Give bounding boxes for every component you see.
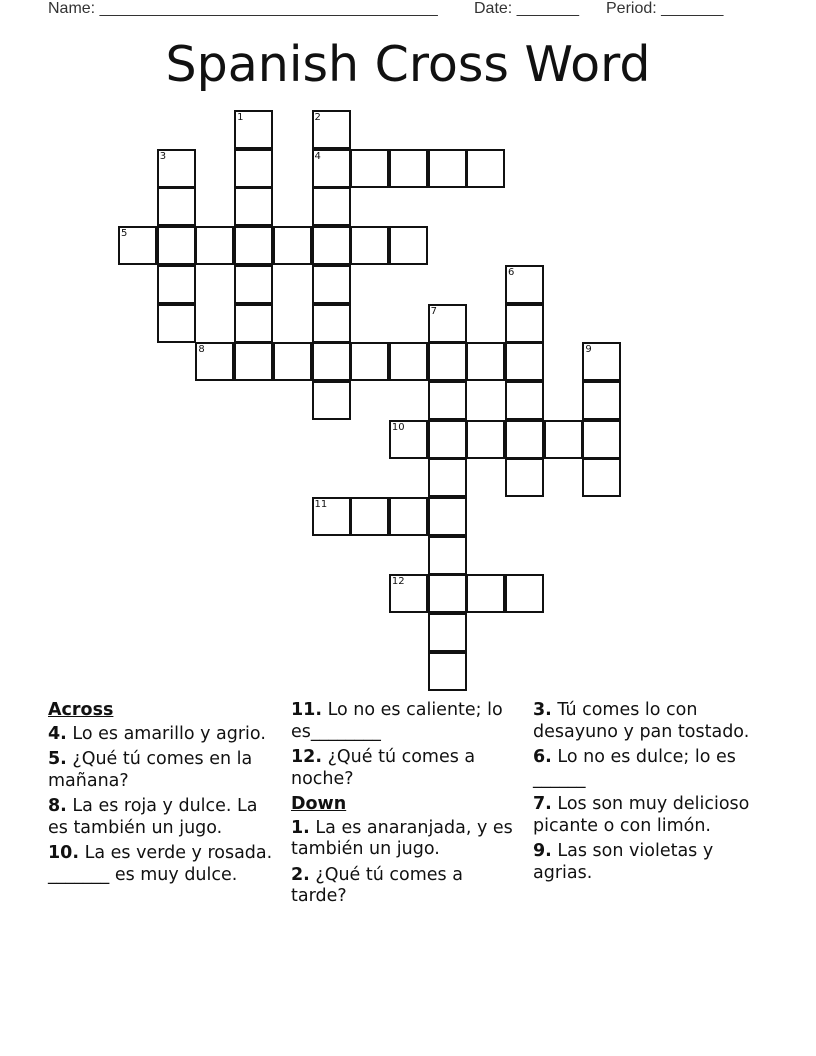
grid-cell[interactable] [312,149,351,188]
clue-across-11: 11. Lo no es caliente; lo es________ [291,700,503,742]
grid-cell[interactable] [389,497,428,536]
grid-cell[interactable] [428,149,467,188]
clues-column-3 [533,700,765,888]
grid-cell[interactable] [350,342,389,381]
grid-cell[interactable] [234,304,273,343]
grid-cell[interactable] [350,149,389,188]
grid-cell[interactable] [428,652,467,691]
grid-cell[interactable] [312,497,351,536]
clue-down-2: 2. ¿Qué tú comes a tarde? [291,864,463,906]
grid-cell[interactable] [505,265,544,304]
clue-number: 12 [391,576,405,588]
grid-cell[interactable] [428,420,467,459]
grid-cell[interactable] [582,420,621,459]
grid-cell[interactable] [234,110,273,149]
clues-column-1 [48,700,280,890]
grid-cell[interactable] [312,342,351,381]
grid-cell[interactable] [428,342,467,381]
grid-cell[interactable] [582,381,621,420]
clue-down-7: 7. Los son muy delicioso picante o con limón. [533,794,750,836]
grid-cell[interactable] [505,458,544,497]
grid-cell[interactable] [428,536,467,575]
grid-cell[interactable] [234,226,273,265]
grid-cell[interactable] [428,497,467,536]
clues-column-2 [291,700,523,912]
clue-across-12: 12. ¿Qué tú comes a noche? [291,747,476,789]
clue-number: 10 [391,421,405,433]
grid-cell[interactable] [428,304,467,343]
clue-number: 5 [121,228,128,240]
grid-cell[interactable] [195,226,234,265]
grid-cell[interactable] [157,149,196,188]
grid-cell[interactable] [505,342,544,381]
grid-cell[interactable] [582,458,621,497]
grid-cell[interactable] [389,574,428,613]
grid-cell[interactable] [234,187,273,226]
grid-cell[interactable] [234,265,273,304]
grid-cell[interactable] [428,574,467,613]
grid-cell[interactable] [273,342,312,381]
clue-number: 2 [314,112,321,123]
clue-down-1: 1. La es anaranjada, y es también un jugo. [291,817,513,859]
down-heading: Down [291,794,347,814]
grid-cell[interactable] [157,187,196,226]
grid-cell[interactable] [428,613,467,652]
name-field[interactable]: Name: ______________________________________ [48,0,438,17]
clue-number: 8 [198,344,205,356]
grid-cell[interactable] [312,381,351,420]
grid-cell[interactable] [312,265,351,304]
grid-cell[interactable] [234,342,273,381]
grid-cell[interactable] [389,342,428,381]
clue-across-4: 4. Lo es amarillo y agrio. [48,723,266,744]
grid-cell[interactable] [466,342,505,381]
grid-cell[interactable] [234,149,273,188]
clue-number: 11 [314,499,328,510]
grid-cell[interactable] [505,304,544,343]
grid-cell[interactable] [312,187,351,226]
grid-cell[interactable] [312,110,351,149]
grid-cell[interactable] [582,342,621,381]
grid-cell[interactable] [505,381,544,420]
grid-cell[interactable] [195,342,234,381]
grid-cell[interactable] [350,497,389,536]
grid-cell[interactable] [350,226,389,265]
clue-across-10: 10. La es verde y rosada. _______ es muy dulce. [48,843,273,885]
grid-cell[interactable] [157,265,196,304]
period-field[interactable]: Period: _______ [606,0,724,17]
grid-cell[interactable] [505,574,544,613]
clue-across-8: 8. La es roja y dulce. La es también un jugo. [48,796,258,838]
grid-cell[interactable] [389,226,428,265]
clue-down-9: 9. Las son violetas y agrias. [533,841,714,883]
grid-cell[interactable] [273,226,312,265]
grid-cell[interactable] [428,381,467,420]
grid-cell[interactable] [466,574,505,613]
clue-number: 9 [585,344,592,356]
grid-cell[interactable] [428,458,467,497]
grid-cell[interactable] [157,226,196,265]
date-field[interactable]: Date: _______ [474,0,579,17]
clue-number: 6 [508,266,515,278]
grid-cell[interactable] [312,304,351,343]
clue-number: 7 [430,305,437,317]
clue-number: 1 [237,112,244,123]
clue-across-5: 5. ¿Qué tú comes en la mañana? [48,749,253,791]
grid-cell[interactable] [544,420,583,459]
grid-cell[interactable] [505,420,544,459]
grid-cell[interactable] [118,226,157,265]
clue-down-6: 6. Lo no es dulce; lo es ______ [533,747,736,789]
grid-cell[interactable] [312,226,351,265]
clue-down-3: 3. Tú comes lo con desayuno y pan tostado. [533,700,750,742]
grid-cell[interactable] [157,304,196,343]
across-heading: Across [48,700,114,720]
clue-number: 3 [159,150,167,162]
page-title: Spanish Cross Word [165,36,651,93]
grid-cell[interactable] [466,149,505,188]
grid-cell[interactable] [389,149,428,188]
clue-number: 4 [314,150,321,162]
grid-cell[interactable] [389,420,428,459]
grid-cell[interactable] [466,420,505,459]
